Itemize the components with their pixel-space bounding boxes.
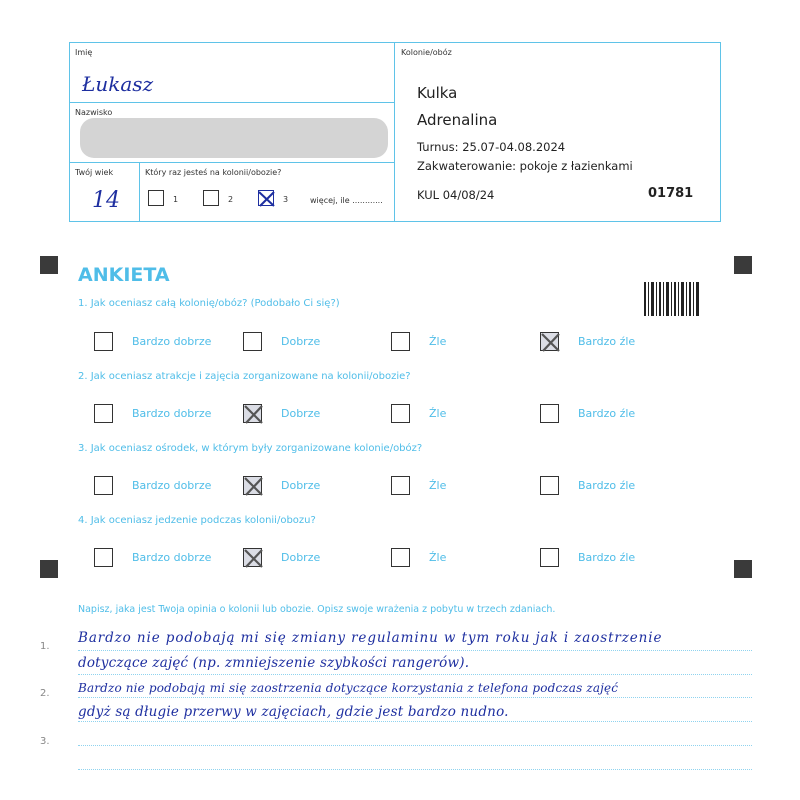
opinion-line xyxy=(78,650,752,651)
question-2-option-label-2: Dobrze xyxy=(281,407,321,420)
question-4-option-label-3: Źle xyxy=(429,551,447,564)
question-1-option-label-2: Dobrze xyxy=(281,335,321,348)
age-field-divider xyxy=(139,162,140,222)
question-4-checkbox-2[interactable] xyxy=(243,548,262,567)
ktory-raz-checkbox-3[interactable] xyxy=(258,190,274,206)
kolonie-label: Kolonie/obóz xyxy=(401,48,452,57)
redacted-surname xyxy=(80,118,388,158)
name-field-divider xyxy=(69,102,395,103)
question-1-option-label-3: Źle xyxy=(429,335,447,348)
question-1-checkbox-4[interactable] xyxy=(540,332,559,351)
opinion-line xyxy=(78,697,752,698)
question-3-text: 3. Jak oceniasz ośrodek, w którym były zorganizowane kolonie/obóz? xyxy=(78,443,423,454)
opinion-prompt: Napisz, jaka jest Twoja opinia o kolonii lub obozie. Opisz swoje wrażenia z pobytu w trzech zdaniach. xyxy=(78,604,556,615)
question-4-option-label-2: Dobrze xyxy=(281,551,321,564)
form-number: 01781 xyxy=(648,186,694,201)
opinion-text-line-1: Bardzo nie podobają mi się zmiany regulaminu w tym roku jak i zaostrzenie xyxy=(78,630,663,646)
line-number-2: 2. xyxy=(40,688,50,699)
wiek-label: Twój wiek xyxy=(75,168,114,177)
ktory-raz-checkbox-1[interactable] xyxy=(148,190,164,206)
opinion-text-line-4: gdyż są długie przerwy w zajęciach, gdzie jest bardzo nudno. xyxy=(78,704,509,720)
question-4-text: 4. Jak oceniasz jedzenie podczas kolonii/obozu? xyxy=(78,515,316,526)
ktory-raz-option-3: 3 xyxy=(283,195,289,204)
question-4-checkbox-4[interactable] xyxy=(540,548,559,567)
opinion-line xyxy=(78,674,752,675)
question-2-checkbox-2[interactable] xyxy=(243,404,262,423)
opinion-text-line-3: Bardzo nie podobają mi się zaostrzenia dotyczące korzystania z telefona podczas zajęć xyxy=(78,681,619,695)
check-x-icon xyxy=(242,547,264,569)
question-2-text: 2. Jak oceniasz atrakcje i zajęcia zorganizowane na kolonii/obozie? xyxy=(78,371,411,382)
surname-field-divider xyxy=(69,162,395,163)
question-3-checkbox-1[interactable] xyxy=(94,476,113,495)
wiecej-label: więcej, ile ............ xyxy=(310,196,383,205)
ktory-raz-checkbox-2[interactable] xyxy=(203,190,219,206)
question-3-option-label-3: Źle xyxy=(429,479,447,492)
question-2-checkbox-4[interactable] xyxy=(540,404,559,423)
line-number-3: 3. xyxy=(40,736,50,747)
question-1-text: 1. Jak oceniasz całą kolonię/obóz? (Podobało Ci się?) xyxy=(78,298,340,309)
question-3-option-label-1: Bardzo dobrze xyxy=(132,479,212,492)
question-4-option-label-4: Bardzo źle xyxy=(578,551,636,564)
question-3-checkbox-3[interactable] xyxy=(391,476,410,495)
check-x-icon xyxy=(257,189,275,207)
question-1-option-label-1: Bardzo dobrze xyxy=(132,335,212,348)
ktory-raz-label: Który raz jesteś na kolonii/obozie? xyxy=(145,168,282,177)
program-name: Adrenalina xyxy=(417,111,498,129)
imie-label: Imię xyxy=(75,48,93,57)
check-x-icon xyxy=(242,403,264,425)
question-3-option-label-4: Bardzo źle xyxy=(578,479,636,492)
question-3-option-label-2: Dobrze xyxy=(281,479,321,492)
nazwisko-label: Nazwisko xyxy=(75,108,113,117)
line-number-1: 1. xyxy=(40,641,50,652)
opinion-line xyxy=(78,721,752,722)
question-1-checkbox-3[interactable] xyxy=(391,332,410,351)
barcode-icon xyxy=(644,282,700,316)
registration-marker-top-left xyxy=(40,256,58,274)
registration-marker-bottom-right xyxy=(734,560,752,578)
wiek-value: 14 xyxy=(92,188,120,213)
survey-title: ANKIETA xyxy=(78,264,170,286)
question-4-checkbox-3[interactable] xyxy=(391,548,410,567)
zakwaterowanie: Zakwaterowanie: pokoje z łazienkami xyxy=(417,159,633,173)
question-2-option-label-4: Bardzo źle xyxy=(578,407,636,420)
question-2-option-label-3: Źle xyxy=(429,407,447,420)
camp-code: KUL 04/08/24 xyxy=(417,188,495,202)
question-3-checkbox-2[interactable] xyxy=(243,476,262,495)
check-x-icon xyxy=(539,331,561,353)
check-x-icon xyxy=(242,475,264,497)
question-3-checkbox-4[interactable] xyxy=(540,476,559,495)
question-1-option-label-4: Bardzo źle xyxy=(578,335,636,348)
opinion-line xyxy=(78,745,752,746)
question-2-checkbox-3[interactable] xyxy=(391,404,410,423)
ktory-raz-option-2: 2 xyxy=(228,195,234,204)
opinion-line xyxy=(78,769,752,770)
question-1-checkbox-2[interactable] xyxy=(243,332,262,351)
question-2-checkbox-1[interactable] xyxy=(94,404,113,423)
kolonie-name: Kulka xyxy=(417,84,458,102)
turnus: Turnus: 25.07-04.08.2024 xyxy=(417,140,566,154)
ktory-raz-option-1: 1 xyxy=(173,195,179,204)
question-2-option-label-1: Bardzo dobrze xyxy=(132,407,212,420)
registration-marker-bottom-left xyxy=(40,560,58,578)
question-1-checkbox-1[interactable] xyxy=(94,332,113,351)
question-4-checkbox-1[interactable] xyxy=(94,548,113,567)
registration-marker-top-right xyxy=(734,256,752,274)
opinion-text-line-2: dotyczące zajęć (np. zmniejszenie szybkości rangerów). xyxy=(78,655,470,671)
imie-value: Łukasz xyxy=(82,72,154,96)
question-4-option-label-1: Bardzo dobrze xyxy=(132,551,212,564)
